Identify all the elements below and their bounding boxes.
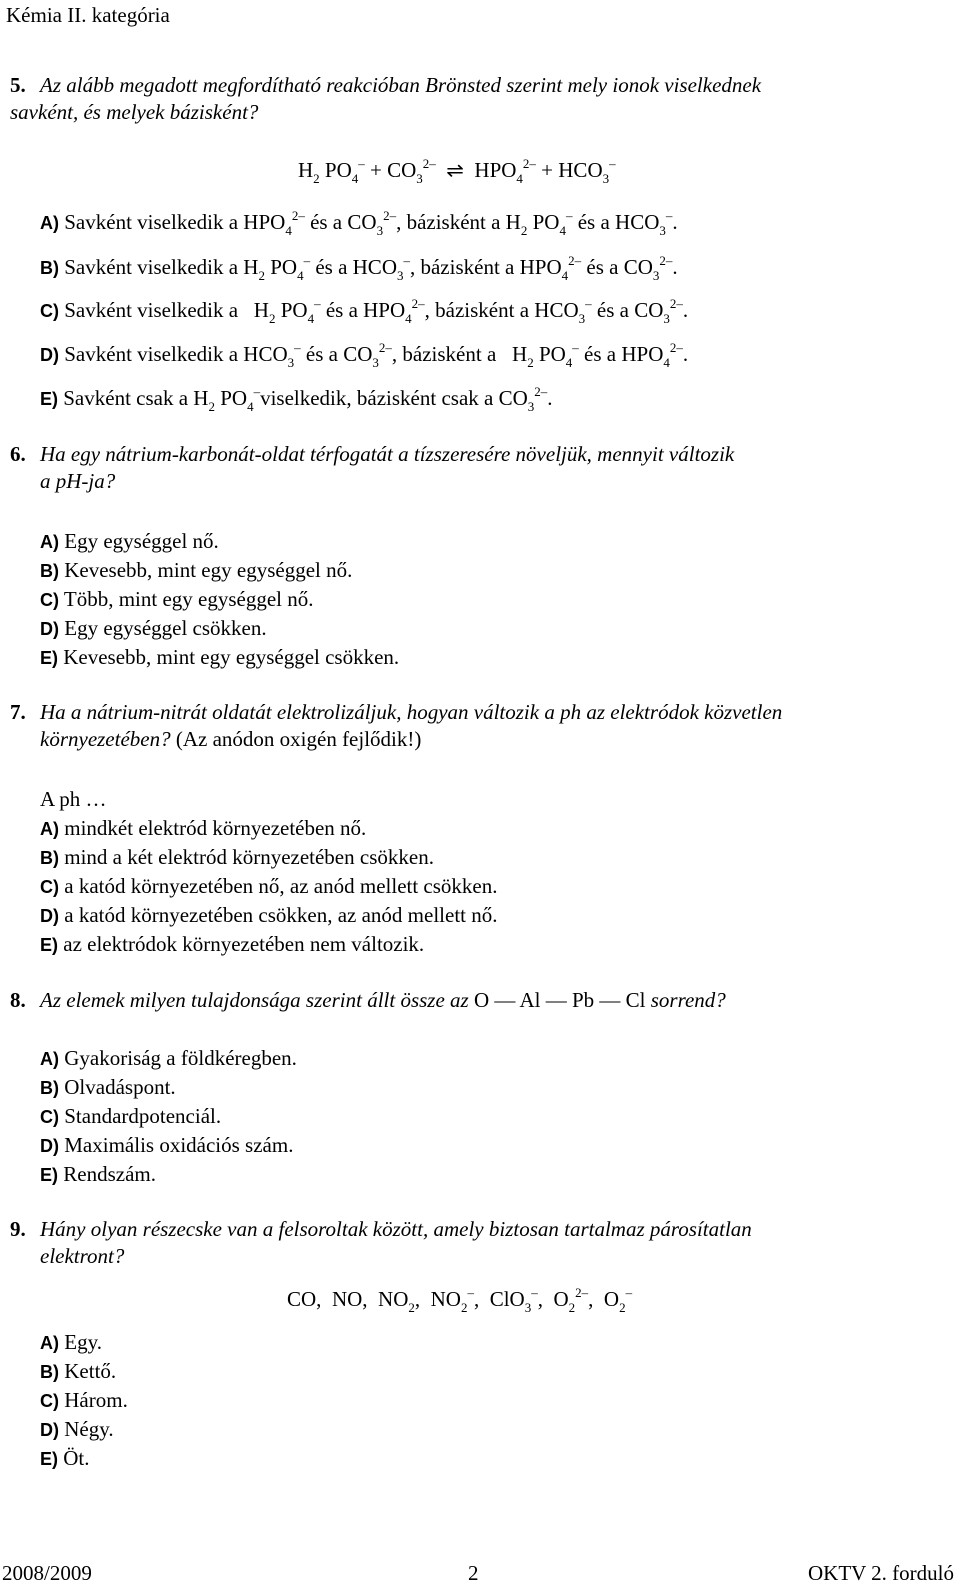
question-text: Ha egy nátrium-karbonát-oldat térfogatát a tízszeresére növeljük, mennyit változik — [40, 442, 735, 466]
question-text: Hány olyan részecske van a felsoroltak között, amely biztosan tartalmaz párosítatlan — [40, 1217, 752, 1241]
question-8 — [10, 987, 950, 1014]
page-header: Kémia II. kategória — [6, 3, 170, 27]
q8-option-d[interactable]: D) Maximális oxidációs szám. — [40, 1133, 294, 1157]
question-5 — [10, 72, 950, 127]
question-number: 6. — [10, 442, 26, 466]
q6-option-b[interactable]: B) Kevesebb, mint egy egységgel nő. — [40, 558, 353, 582]
question-text-end: sorrend? — [650, 988, 726, 1012]
q5-option-c[interactable]: C) Savként viselkedik a $H_2$ $PO_4^-$ és a $HPO_4^{2-}$, bázisként a $HCO_3^-$ és a $CO_3^{2-}$. — [40, 296, 689, 326]
question-number: 7. — [10, 700, 26, 724]
q6-option-a[interactable]: A) Egy egységgel nő. — [40, 529, 219, 553]
q8-option-a[interactable]: A) Gyakoriság a földkéregben. — [40, 1046, 297, 1070]
reaction-equation: $H_2$ $PO_4^- + CO_3^{2-}$ ⇌ $HPO_4^{2-} + HCO_3^-$ — [298, 156, 616, 186]
question-text: Az elemek milyen tulajdonsága szerint állt össze az — [40, 988, 469, 1012]
footer-round: OKTV 2. forduló — [807, 1561, 954, 1585]
question-number: 9. — [10, 1217, 26, 1241]
q7-option-b[interactable]: B) mind a két elektród környezetében csökken. — [40, 845, 434, 869]
q9-option-c[interactable]: C) Három. — [40, 1388, 128, 1412]
q5-option-b[interactable]: B) Savként viselkedik a $H_2$ $PO_4^-$ és a $HCO_3^-$, bázisként a $HPO_4^{2-}$ és a $CO_3^{2-}$. — [40, 253, 678, 283]
footer-page-number: 2 — [468, 1561, 479, 1585]
question-text: Ha a nátrium-nitrát oldatát elektrolizáljuk, hogyan változik a ph az elektródok közvetlen — [40, 700, 783, 724]
question-6 — [10, 441, 950, 496]
question-text-cont: környezetében? — [40, 727, 171, 752]
question-number: 8. — [10, 988, 26, 1012]
q6-option-c[interactable]: C) Több, mint egy egységgel nő. — [40, 587, 314, 611]
question-number: 5. — [10, 73, 26, 97]
q9-option-b[interactable]: B) Kettő. — [40, 1359, 117, 1383]
question-9 — [10, 1216, 950, 1271]
equilibrium-arrow: ⇌ — [446, 158, 464, 182]
q5-option-a[interactable]: A) Savként viselkedik a $HPO_4^{2-}$ és a $CO_3^{2-}$, bázisként a $H_2$ $PO_4^-$ és a $HCO_3^-$. — [40, 208, 678, 238]
q7-option-d[interactable]: D) a katód környezetében csökken, az anód mellett nő. — [40, 903, 498, 927]
question-note: (Az anódon oxigén fejlődik!) — [175, 727, 422, 752]
question-text-cont: elektront? — [40, 1244, 125, 1269]
q6-option-d[interactable]: D) Egy egységgel csökken. — [40, 616, 267, 640]
question-text-cont: a pH-ja? — [40, 469, 116, 494]
q9-option-d[interactable]: D) Négy. — [40, 1417, 114, 1441]
q6-option-e[interactable]: E) Kevesebb, mint egy egységgel csökken. — [40, 645, 400, 669]
question-7 — [10, 699, 950, 754]
q7-option-e[interactable]: E) az elektródok környezetében nem változik. — [40, 932, 425, 956]
question-text-cont: savként, és melyek bázisként? — [10, 100, 259, 125]
q5-option-d[interactable]: D) Savként viselkedik a $HCO_3^-$ és a $CO_3^{2-}$, bázisként a $H_2$ $PO_4^-$ és a $HPO_4^{2-}$. — [40, 340, 689, 370]
q8-option-c[interactable]: C) Standardpotenciál. — [40, 1104, 222, 1128]
q9-option-a[interactable]: A) Egy. — [40, 1330, 102, 1354]
q9-option-e[interactable]: E) Öt. — [40, 1446, 90, 1470]
footer-year: 2008/2009 — [2, 1561, 92, 1585]
species-list: CO, NO, $NO_2$, $NO_2^-$, ClO$_3$–, $O_2^{2-}$, $O_2^-$ — [287, 1285, 633, 1315]
q7-lead: A ph … — [40, 787, 107, 811]
question-text: Az alább megadott megfordítható reakcióban Brönsted szerint mely ionok viselkednek — [40, 73, 762, 97]
q5-option-e[interactable]: E) Savként csak a $H_2$ $PO_4^-viselkedik$, bázisként csak a $CO_3^{2-}$. — [40, 384, 553, 414]
element-sequence: O — Al — Pb — Cl — [473, 988, 646, 1012]
q7-option-c[interactable]: C) a katód környezetében nő, az anód mellett csökken. — [40, 874, 498, 898]
q8-option-e[interactable]: E) Rendszám. — [40, 1162, 156, 1186]
q7-option-a[interactable]: A) mindkét elektród környezetében nő. — [40, 816, 367, 840]
q8-option-b[interactable]: B) Olvadáspont. — [40, 1075, 176, 1099]
